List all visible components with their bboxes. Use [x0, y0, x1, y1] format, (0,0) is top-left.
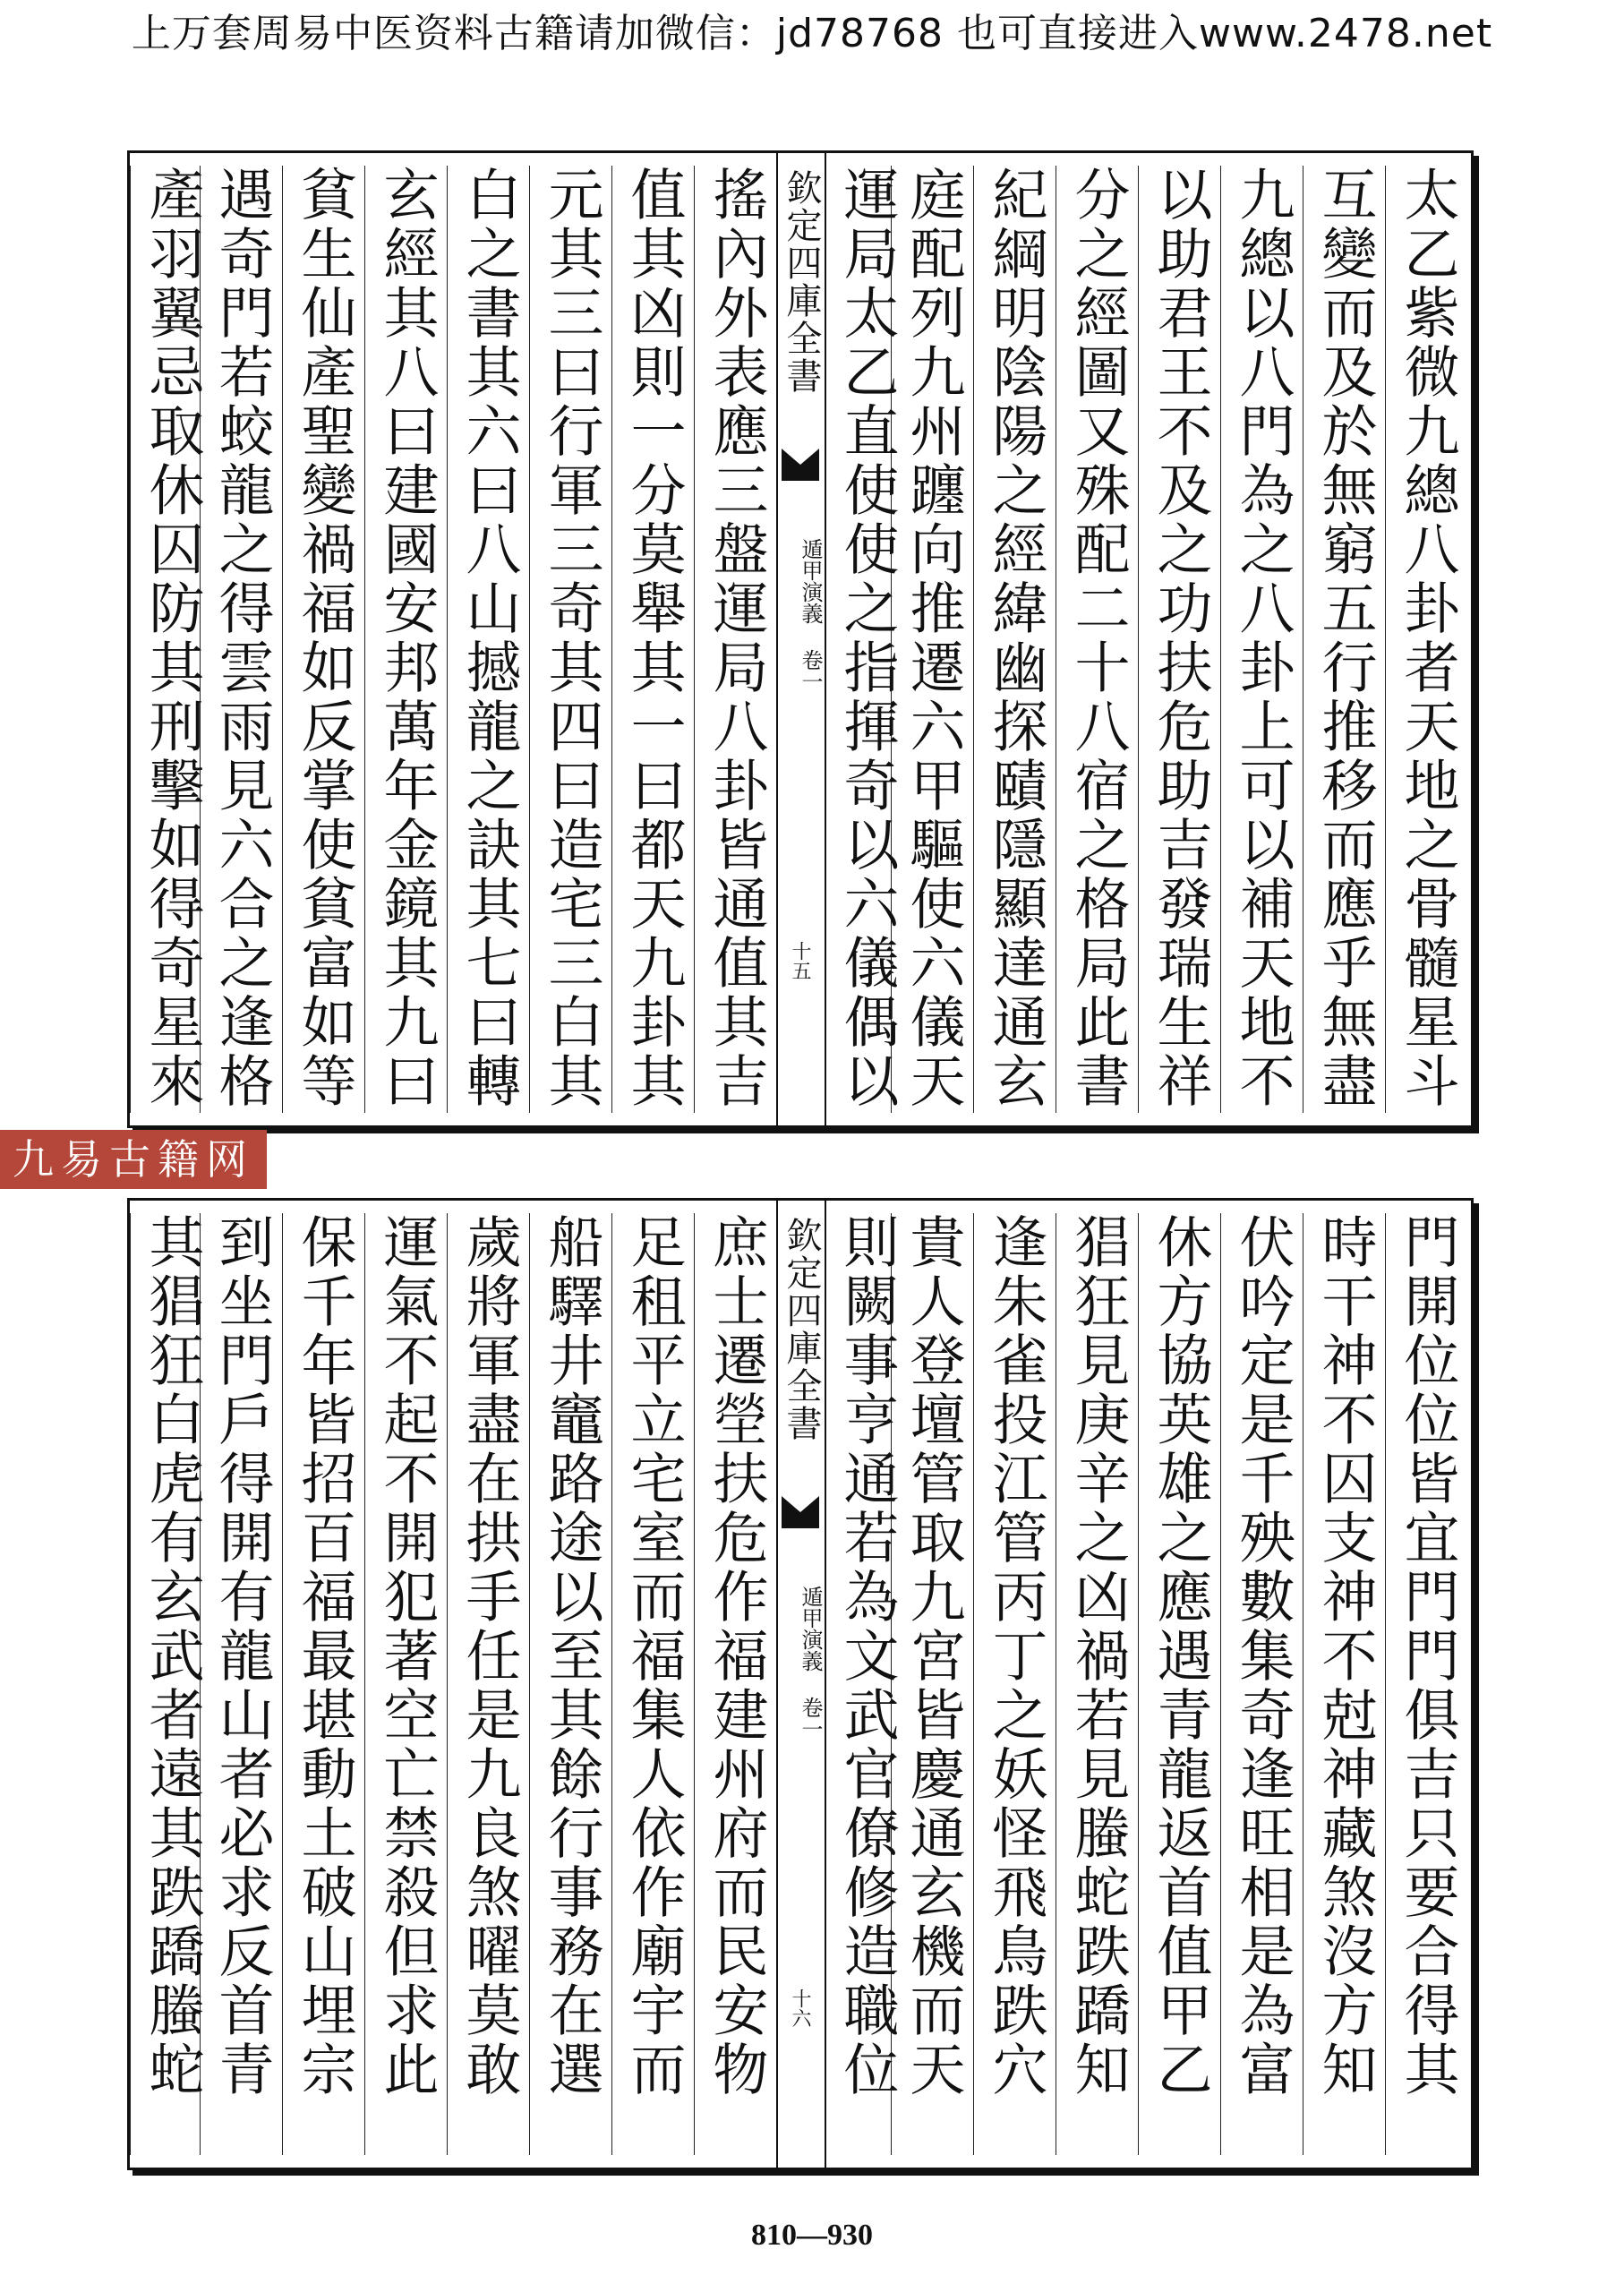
spine-page-number: 十五 — [789, 941, 811, 980]
text-column: 以助君王不及之功扶危助吉發瑞生祥 — [1138, 166, 1221, 1113]
fish-tail-mark-icon — [782, 449, 819, 481]
center-spine — [776, 153, 826, 1125]
spine-page-number: 十六 — [789, 1988, 811, 2028]
text-column: 貧生仙產聖變禍福如反掌使貧富如等 — [282, 166, 365, 1113]
text-column: 庭配列九州躔向推遷六甲驅使六儀天 — [891, 166, 974, 1113]
text-column: 太乙紫微九總八卦者天地之骨髓星斗 — [1385, 166, 1468, 1113]
text-column: 元其三曰行軍三奇其四曰造宅三白其 — [529, 166, 612, 1113]
text-column: 休方協英雄之應遇青龍返首值甲乙 — [1138, 1213, 1221, 2155]
text-column: 船驛井竈路途以至其餘行事務在選 — [529, 1213, 612, 2155]
text-column: 伏吟定是千殃數集奇逢旺相是為富 — [1220, 1213, 1303, 2155]
text-column: 貴人登壇管取九宮皆慶通玄機而天 — [891, 1213, 974, 2155]
text-column: 九總以八門為之八卦上可以補天地不 — [1220, 166, 1303, 1113]
spine-title: 欽定四庫全書 — [781, 169, 822, 395]
text-column: 分之經圖又殊配二十八宿之格局此書 — [1056, 166, 1139, 1113]
site-watermark: 九易古籍网 — [0, 1130, 267, 1189]
spine-subtitle: 遁甲演義 卷一 — [798, 1586, 823, 1740]
text-column: 足租平立宅室而福集人依作廟宇而 — [611, 1213, 695, 2155]
text-column: 門開位位皆宜門門俱吉只要合得其 — [1385, 1213, 1468, 2155]
top-banner: 上万套周易中医资料古籍请加微信：jd78768 也可直接进入www.2478.net — [131, 11, 1493, 56]
scan-page-1 — [127, 150, 1474, 1128]
text-column: 保千年皆招百福最堪動土破山埋宗 — [282, 1213, 365, 2155]
text-column: 庶士遷塋扶危作福建州府而民安物 — [694, 1213, 777, 2155]
text-column: 時干神不囚支神不尅神藏煞沒方知 — [1303, 1213, 1386, 2155]
text-column: 遇奇門若蛟龍之得雲雨見六合之逢格 — [200, 166, 283, 1113]
spine-title: 欽定四庫全書 — [781, 1217, 822, 1442]
text-column: 到坐門戶得開有龍山者必求反首青 — [200, 1213, 283, 2155]
text-column: 產羽翼忌取休囚防其刑擊如得奇星來 — [130, 166, 213, 1113]
text-column: 其猖狂白虎有玄武者遠其跌蹻螣蛇 — [130, 1213, 213, 2155]
text-column: 紀綱明陰陽之經緯幽探賾隱顯達通玄 — [973, 166, 1056, 1113]
text-column: 歲將軍盡在拱手任是九良煞曜莫敢 — [447, 1213, 530, 2155]
center-spine — [776, 1201, 826, 2168]
text-column: 運局太乙直使使之指揮奇以六儀偶以 — [825, 166, 908, 1113]
text-column: 玄經其八曰建國安邦萬年金鏡其九曰 — [364, 166, 448, 1113]
text-column: 白之書其六曰八山撼龍之訣其七曰轉 — [447, 166, 530, 1113]
text-column: 運氣不起不開犯著空亡禁殺但求此 — [364, 1213, 448, 2155]
fish-tail-mark-icon — [782, 1496, 819, 1528]
text-column: 猖狂見庚辛之凶禍若見螣蛇跌蹻知 — [1056, 1213, 1139, 2155]
text-column: 則闕事亨通若為文武官僚修造職位 — [825, 1213, 908, 2155]
text-column: 值其凶則一分莫舉其一曰都天九卦其 — [611, 166, 695, 1113]
text-column: 搖內外表應三盤運局八卦皆通值其吉 — [694, 166, 777, 1113]
text-column: 逢朱雀投江管丙丁之妖怪飛鳥跌穴 — [973, 1213, 1056, 2155]
spine-subtitle: 遁甲演義 卷一 — [798, 538, 823, 692]
text-column: 互變而及於無窮五行推移而應乎無盡 — [1303, 166, 1386, 1113]
scan-page-2 — [127, 1198, 1474, 2170]
page-number-footer: 810—930 — [751, 2219, 873, 2252]
